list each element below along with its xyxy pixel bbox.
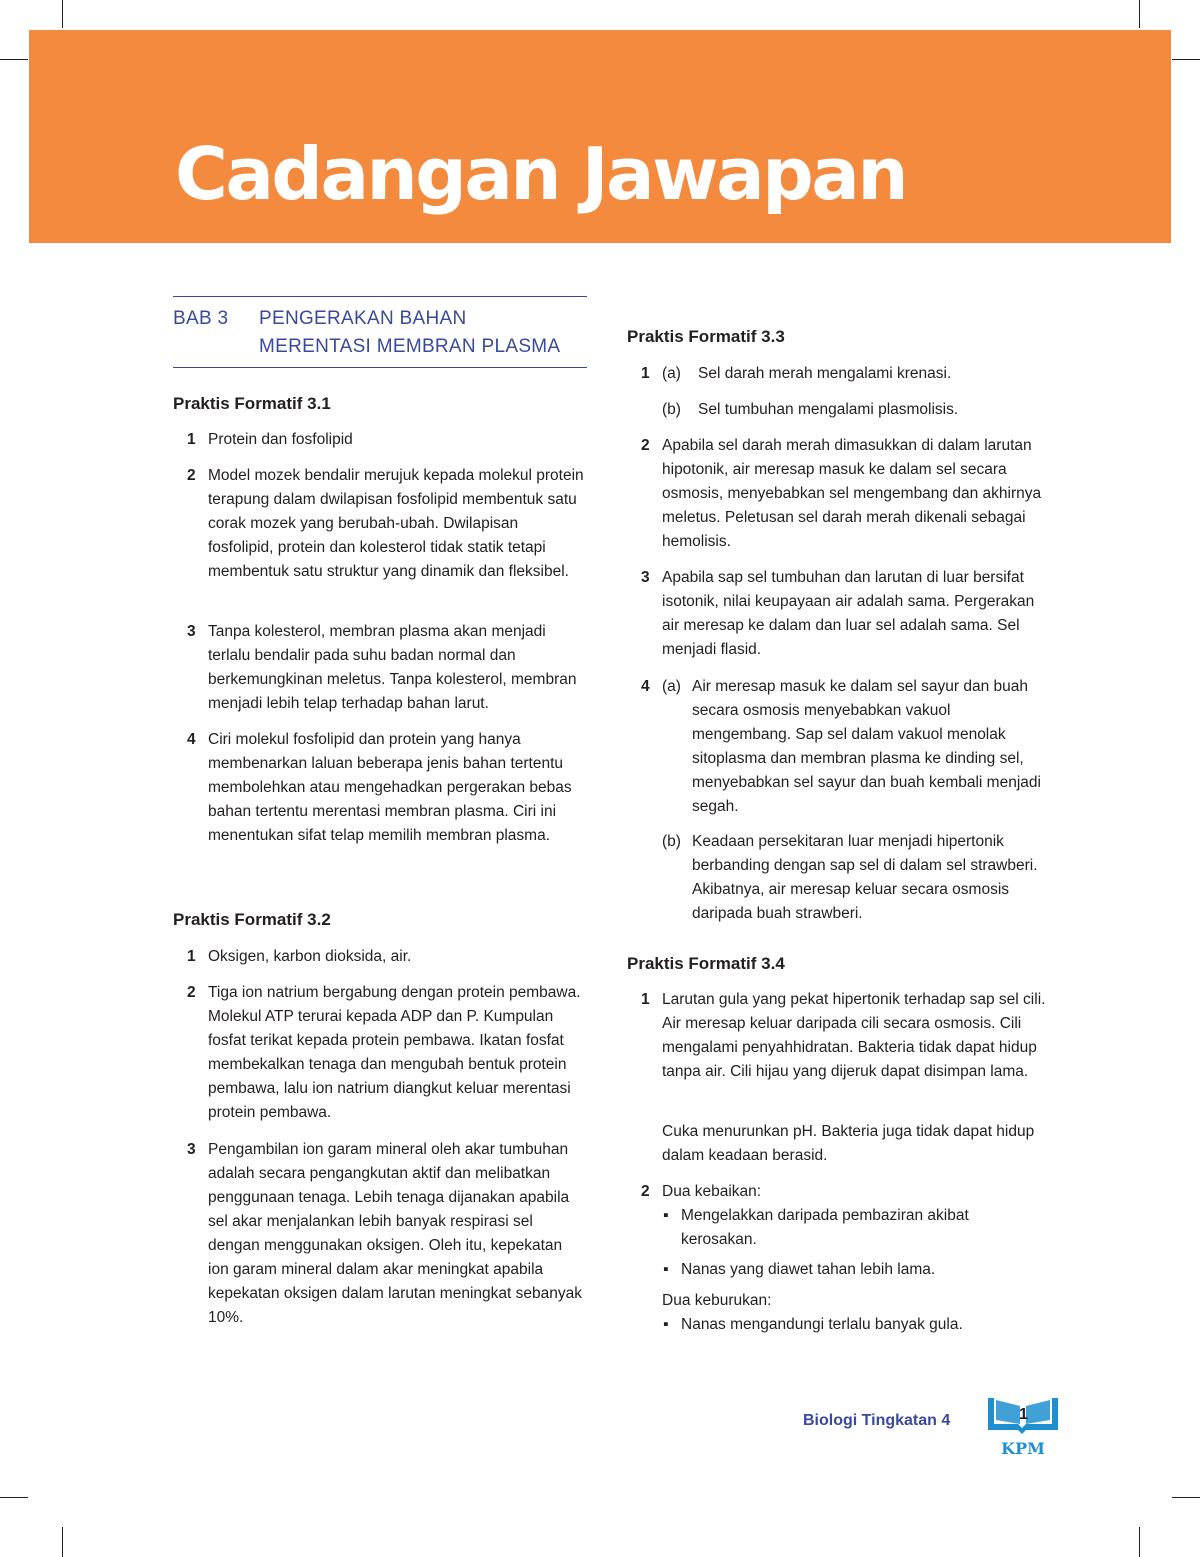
advantages-label: Dua kebaikan: [662, 1183, 762, 1200]
section-heading-3-1: Praktis Formatif 3.1 [173, 394, 331, 413]
sub-item-label: (b) [662, 833, 681, 850]
bullet-icon: ▪ [663, 1261, 669, 1278]
item-number: 1 [641, 365, 650, 382]
item-number: 1 [641, 991, 650, 1008]
item-text: Apabila sel darah merah dimasukkan di dalam larutan hipotonik, air meresap masuk ke dalam sel secara osmosis, menyebabkan sel mengembang dan akhirnya meletus. Peletusan sel darah merah dikenali sebagai hemolisis. [662, 437, 1042, 550]
crop-mark [62, 1527, 63, 1557]
item-text: Pengambilan ion garam mineral oleh akar tumbuhan adalah secara pengangkutan aktif dan melibatkan penggunaan tenaga. Lebih tenaga dijanakan apabila sel akar menjalankan lebih banyak respirasi sel dengan menggunakan oksigen. Oleh itu, kepekatan ion garam mineral dalam akar meningkat apabila kepekatan oksigen dalam larutan meningkat sebanyak 10%. [208, 1141, 582, 1326]
chapter-title-line1: PENGERAKAN BAHAN [259, 308, 467, 329]
logo-text: KPM [1001, 1439, 1045, 1458]
item-number: 3 [187, 623, 196, 640]
footer-subject: Biologi Tingkatan 4 [803, 1412, 951, 1429]
item-number: 2 [187, 984, 196, 1001]
crop-mark [1139, 1527, 1140, 1557]
section-heading-3-2: Praktis Formatif 3.2 [173, 910, 331, 929]
sub-item-label: (a) [662, 365, 681, 382]
item-text: Tanpa kolesterol, membran plasma akan menjadi terlalu bendalir pada suhu badan normal dan berkemungkinan meletus. Tanpa kolesterol, membran menjadi lebih telap terhadap bahan larut. [208, 623, 577, 712]
chapter-heading [173, 296, 587, 368]
item-number: 2 [187, 467, 196, 484]
sub-item-text: Keadaan persekitaran luar menjadi hipertonik berbanding dengan sap sel di dalam sel strawberi. Akibatnya, air meresap keluar secara osmosis daripada buah strawberi. [692, 833, 1038, 922]
chapter-number: BAB 3 [173, 308, 229, 329]
item-number: 1 [187, 431, 196, 448]
bullet-icon: ▪ [663, 1207, 669, 1224]
section-heading-3-4: Praktis Formatif 3.4 [627, 954, 785, 973]
sub-item-text: Sel tumbuhan mengalami plasmolisis. [698, 401, 959, 418]
disadvantages-label: Dua keburukan: [662, 1292, 772, 1309]
item-text: Oksigen, karbon dioksida, air. [208, 948, 412, 965]
page-number: 1 [1019, 1406, 1028, 1423]
item-text: Protein dan fosfolipid [208, 431, 353, 448]
item-text: Tiga ion natrium bergabung dengan protein pembawa. Molekul ATP terurai kepada ADP dan P. Kumpulan fosfat terikat kepada protein pembawa. Ikatan fosfat membekalkan tenaga dan mengubah bentuk protein pembawa, lalu ion natrium diangkut keluar merentasi protein pembawa. [208, 984, 581, 1121]
crop-mark [1139, 0, 1140, 28]
page-title: Cadangan Jawapan [175, 132, 907, 216]
crop-mark [0, 1497, 28, 1498]
item-number: 2 [641, 437, 650, 454]
bullet-text: Nanas mengandungi terlalu banyak gula. [681, 1316, 963, 1333]
chapter-title-line2: MERENTASI MEMBRAN PLASMA [259, 336, 561, 357]
item-text: Larutan gula yang pekat hipertonik terhadap sap sel cili. Air meresap keluar daripada cili secara osmosis. Cili mengalami penyahhidratan. Bakteria tidak dapat hidup tanpa air. Cili hijau yang dijeruk dapat disimpan lama. [662, 991, 1046, 1080]
sub-item-text: Air meresap masuk ke dalam sel sayur dan buah secara osmosis menyebabkan vakuol mengembang. Sap sel dalam vakuol menolak sitoplasma dan membran plasma ke dinding sel, menyebabkan sel sayur dan buah kembali menjadi segah. [692, 678, 1041, 815]
item-text: Cuka menurunkan pH. Bakteria juga tidak dapat hidup dalam keadaan berasid. [662, 1123, 1035, 1164]
bullet-text: Nanas yang diawet tahan lebih lama. [681, 1261, 936, 1278]
bullet-text: Mengelakkan daripada pembaziran akibat kerosakan. [681, 1207, 969, 1248]
item-text: Model mozek bendalir merujuk kepada molekul protein terapung dalam dwilapisan fosfolipid membentuk satu corak mozek yang berubah-ubah. Dwilapisan fosfolipid, protein dan kolesterol tidak statik tetapi membentuk satu struktur yang dinamik dan fleksibel. [208, 467, 584, 580]
crop-mark [1172, 59, 1200, 60]
item-number: 2 [641, 1183, 650, 1200]
item-number: 3 [641, 569, 650, 586]
item-number: 1 [187, 948, 196, 965]
item-number: 4 [187, 731, 196, 748]
crop-mark [1172, 1497, 1200, 1498]
item-number: 3 [187, 1141, 196, 1158]
crop-mark [0, 59, 28, 60]
crop-mark [62, 0, 63, 28]
item-number: 4 [641, 678, 650, 695]
sub-item-label: (b) [662, 401, 681, 418]
section-heading-3-3: Praktis Formatif 3.3 [627, 327, 785, 346]
item-text: Ciri molekul fosfolipid dan protein yang hanya membenarkan laluan beberapa jenis bahan tertentu membolehkan atau mengehadkan pergerakan bebas bahan tertentu merentasi membran plasma. Ciri ini menentukan sifat telap memilih membran plasma. [208, 731, 572, 844]
sub-item-text: Sel darah merah mengalami krenasi. [698, 365, 952, 382]
item-text: Apabila sap sel tumbuhan dan larutan di luar bersifat isotonik, nilai keupayaan air adalah sama. Pergerakan air meresap ke dalam dan luar sel adalah sama. Sel menjadi flasid. [662, 569, 1035, 658]
title-banner [29, 30, 1171, 243]
bullet-icon: ▪ [663, 1316, 669, 1333]
sub-item-label: (a) [662, 678, 681, 695]
